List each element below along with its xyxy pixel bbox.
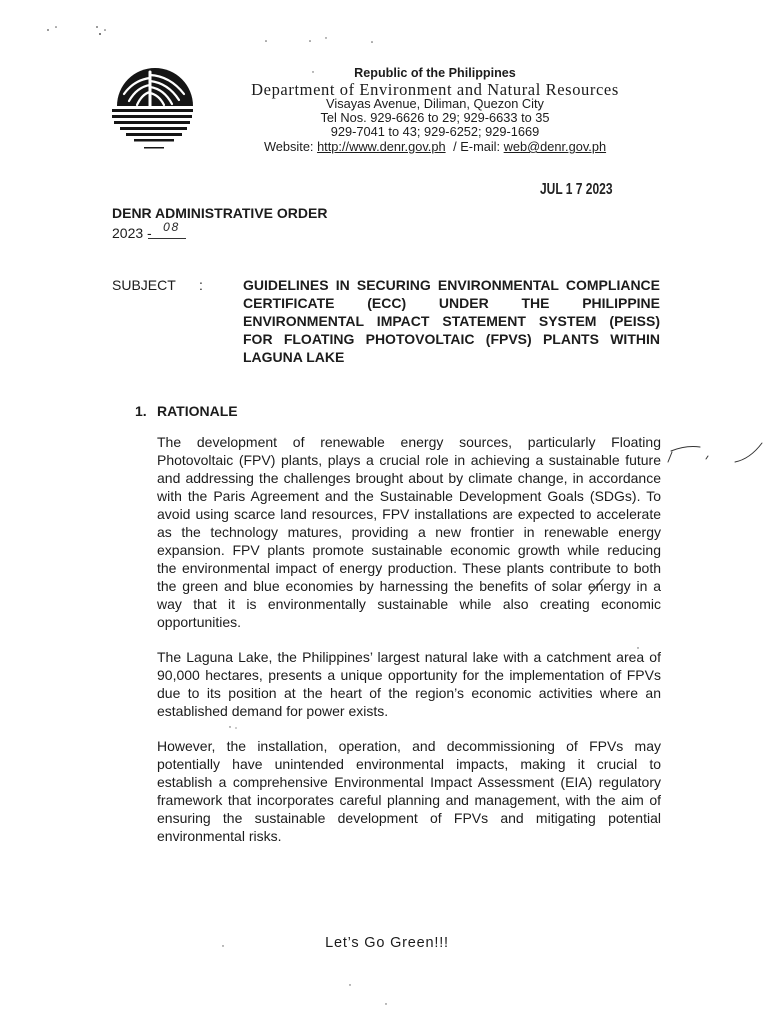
subject-colon: :: [199, 277, 203, 293]
paragraph-line: ensuring the sustainable development of FPVs and mitigating potential: [157, 810, 661, 826]
paragraph-line: The development of renewable energy sources, particularly Floating: [157, 434, 661, 450]
paragraph-line: as the technology matures, providing a new frontier in renewable energy: [157, 524, 661, 540]
paragraph-line: expansion. FPV plants promote sustainable economic growth while reducing: [157, 542, 661, 558]
footer-slogan: Let’s Go Green!!!: [325, 935, 449, 951]
section-number: 1.: [135, 403, 147, 419]
paragraph-line: Photovoltaic (FPV) plants, plays a crucial role in achieving a sustainable future: [157, 452, 661, 468]
paragraph-line: opportunities.: [157, 614, 242, 630]
paragraph-line: due to its position at the heart of the region’s economic activities where an: [157, 685, 661, 701]
order-title: DENR ADMINISTRATIVE ORDER: [112, 205, 328, 221]
paragraph-line: avoid using scarce land resources, FPV installations are expected to accelerate: [157, 506, 661, 522]
address-line: Visayas Avenue, Diliman, Quezon City: [326, 96, 544, 111]
date-stamp: JUL 1 7 2023: [540, 181, 613, 198]
website-label: Website:: [263, 139, 314, 154]
order-number-handwritten: 08: [163, 220, 180, 234]
logo-water-lines: [112, 109, 193, 149]
paragraph-line: establish a comprehensive Environmental Impact Assessment (EIA) regulatory: [157, 774, 661, 790]
subject-line: ENVIRONMENTAL IMPACT STATEMENT SYSTEM (PEISS): [243, 313, 660, 329]
subject-line: CERTIFICATE (ECC) UNDER THE PHILIPPINE: [243, 295, 660, 311]
subject-label: SUBJECT: [112, 277, 176, 293]
paragraph-line: framework that incorporates careful planning and management, with the aim of: [157, 792, 661, 808]
telephone-line-2: 929-7041 to 43; 929-6252; 929-1669: [330, 124, 540, 139]
order-number-underline: [148, 238, 186, 239]
subject-text: [243, 276, 660, 366]
denr-logo-icon: [112, 66, 198, 152]
paragraph-line: and addressing the challenges brought about by climate change, in accordance: [157, 470, 661, 486]
telephone-line-1: Tel Nos. 929-6626 to 29; 929-6633 to 35: [320, 110, 550, 125]
paragraph-line: The Laguna Lake, the Philippines’ largest natural lake with a catchment area of: [157, 649, 661, 665]
paragraph-line: However, the installation, operation, and decommissioning of FPVs may: [157, 738, 661, 754]
paragraph-line: environmental risks.: [157, 828, 282, 844]
email-link[interactable]: web@denr.gov.ph: [503, 139, 607, 154]
paragraph-line: the environmental impact of energy production. These plants contribute to both: [157, 560, 661, 576]
contact-line: [235, 139, 635, 154]
subject-line: FOR FLOATING PHOTOVOLTAIC (FPVS) PLANTS WITHIN: [243, 331, 660, 347]
website-link[interactable]: http://www.denr.gov.ph: [317, 139, 446, 154]
paragraph-line: established demand for power exists.: [157, 703, 389, 719]
paragraph-line: way that it is environmentally sustainable while also creating economic: [157, 596, 661, 612]
paragraph-line: 90,000 hectares, presents a unique opportunity for the implementation of FPVs: [157, 667, 661, 683]
paragraph-line: with the Paris Agreement and the Sustainable Development Goals (SDGs). To: [157, 488, 661, 504]
subject-line: GUIDELINES IN SECURING ENVIRONMENTAL COMPLIANCE: [243, 277, 660, 293]
paragraph-line: the green and blue economies by harnessing the benefits of solar energy in a: [157, 578, 661, 594]
section-title: RATIONALE: [157, 403, 238, 419]
paragraph-line: potentially have unintended environmental impacts, making it crucial to: [157, 756, 661, 772]
republic-line: Republic of the Philippines: [354, 66, 516, 80]
subject-line: LAGUNA LAKE: [243, 349, 345, 365]
order-number-prefix: 2023 -: [112, 225, 152, 241]
rationale-paragraph-2: [157, 648, 661, 720]
rationale-paragraph-3: [157, 737, 661, 845]
department-name: Department of Environment and Natural Resources: [251, 80, 619, 99]
email-label: / E-mail:: [453, 139, 501, 154]
rationale-paragraph-1: [157, 433, 661, 631]
